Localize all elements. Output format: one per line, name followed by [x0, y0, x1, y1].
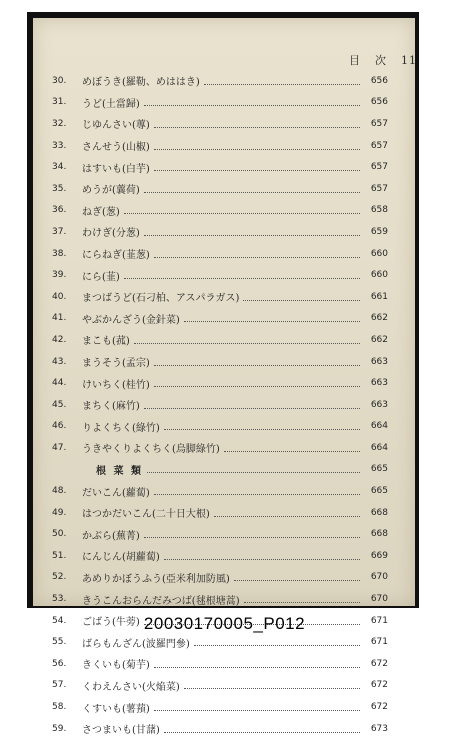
toc-entry: [52, 675, 388, 697]
entry-number: 46.: [52, 421, 67, 432]
entry-number: 55.: [52, 637, 67, 648]
entry-page-number: 671: [370, 615, 388, 626]
entry-number: 53.: [52, 594, 67, 605]
entry-page-number: 670: [370, 594, 388, 605]
toc-entry: [52, 178, 388, 200]
toc-entry: [52, 351, 388, 373]
image-caption: 20030170005_P012: [143, 614, 306, 633]
section-title: 根 菜 類: [96, 465, 143, 477]
entry-title: まうそう(孟宗): [82, 358, 150, 370]
entry-title: くわえんさい(火焔菜): [82, 681, 180, 693]
entry-title: まちく(麻竹): [82, 401, 140, 413]
entry-page-number: 656: [370, 75, 388, 86]
entry-number: 45.: [52, 399, 67, 410]
entry-number: 34.: [52, 162, 67, 173]
entry-page-number: 657: [370, 118, 388, 129]
toc-entry: [52, 372, 388, 394]
entry-page-number: 664: [370, 421, 388, 432]
entry-title: うきやくりよくちく(烏脚綠竹): [82, 444, 220, 456]
dot-leader: [164, 731, 360, 733]
toc-entry: [52, 243, 388, 265]
toc-entry: [52, 545, 388, 567]
entry-number: 31.: [52, 97, 67, 108]
dot-leader: [184, 687, 360, 689]
dot-leader: [144, 234, 360, 236]
dot-leader: [154, 126, 360, 128]
toc-entry: [52, 696, 388, 718]
entry-page-number: 665: [370, 464, 388, 475]
entry-title: やぶかんざう(金針菜): [82, 314, 180, 326]
entry-title: めぼうき(羅勒、めははき): [82, 77, 200, 89]
toc-entry: [52, 70, 388, 92]
toc-entry: [52, 286, 388, 308]
entry-number: 57.: [52, 680, 67, 691]
toc-entry: [52, 588, 388, 610]
entry-page-number: 660: [370, 248, 388, 259]
entry-number: 58.: [52, 702, 67, 713]
dot-leader: [204, 83, 360, 85]
entry-number: 32.: [52, 118, 67, 129]
dot-leader: [154, 385, 360, 387]
table-of-contents: [52, 70, 388, 739]
entry-page-number: 664: [370, 442, 388, 453]
entry-number: 30.: [52, 75, 67, 86]
entry-number: 35.: [52, 183, 67, 194]
entry-number: 41.: [52, 313, 67, 324]
dot-leader: [244, 601, 360, 603]
dot-leader: [164, 558, 360, 560]
entry-title: うど(土當歸): [82, 98, 140, 110]
entry-title: だいこん(蘿蔔): [82, 487, 150, 499]
entry-page-number: 662: [370, 313, 388, 324]
entry-number: 40.: [52, 291, 67, 302]
entry-page-number: 659: [370, 226, 388, 237]
dot-leader: [134, 342, 360, 344]
dot-leader: [154, 709, 360, 711]
entry-title: めうが(蘘荷): [82, 185, 140, 197]
entry-number: 39.: [52, 270, 67, 281]
entry-page-number: 658: [370, 205, 388, 216]
toc-entry: [52, 264, 388, 286]
toc-entry: [52, 135, 388, 157]
entry-number: 47.: [52, 442, 67, 453]
entry-page-number: 673: [370, 723, 388, 734]
entry-title: にんじん(胡蘿蔔): [82, 552, 160, 564]
dot-leader: [144, 104, 360, 106]
entry-title: けいちく(桂竹): [82, 379, 150, 391]
entry-title: さつまいも(甘藷): [82, 725, 160, 737]
entry-title: まこも(菰): [82, 336, 130, 348]
toc-entry: [52, 567, 388, 589]
toc-entry: [52, 653, 388, 675]
dot-leader: [154, 148, 360, 150]
toc-entry: [52, 416, 388, 438]
dot-leader: [243, 299, 360, 301]
dot-leader: [164, 428, 360, 430]
entry-page-number: 663: [370, 356, 388, 367]
dot-leader: [144, 407, 360, 409]
entry-page-number: 665: [370, 486, 388, 497]
toc-entry: [52, 437, 388, 459]
entry-title: かぶら(蕪菁): [82, 530, 140, 542]
entry-title: くすいも(薯蕷): [82, 703, 150, 715]
dot-leader: [224, 450, 360, 452]
dot-leader: [214, 515, 360, 517]
entry-page-number: 668: [370, 529, 388, 540]
entry-number: 37.: [52, 226, 67, 237]
header-label-mu: 目: [349, 54, 361, 67]
section-heading-row: [52, 459, 388, 481]
entry-page-number: 661: [370, 291, 388, 302]
toc-entry: [52, 308, 388, 330]
entry-page-number: 663: [370, 378, 388, 389]
entry-title: きくいも(菊芋): [82, 660, 150, 672]
entry-title: はすいも(白芋): [82, 163, 150, 175]
entry-number: 59.: [52, 723, 67, 734]
entry-title: あめりかぼうふう(亞米利加防風): [82, 573, 230, 585]
entry-number: 44.: [52, 378, 67, 389]
entry-page-number: 656: [370, 97, 388, 108]
entry-page-number: 668: [370, 507, 388, 518]
toc-entry: [52, 394, 388, 416]
entry-title: はつかだいこん(二十日大根): [82, 509, 210, 521]
entry-page-number: 672: [370, 658, 388, 669]
entry-title: わけぎ(分葱): [82, 228, 140, 240]
entry-page-number: 672: [370, 702, 388, 713]
entry-title: きうこんおらんだみつば(毬根塘蒿): [82, 595, 240, 607]
entry-title: ねぎ(葱): [82, 206, 120, 218]
entry-title: にら(韮): [82, 271, 120, 283]
entry-page-number: 670: [370, 572, 388, 583]
entry-title: ばらもんざん(波羅門參): [82, 638, 190, 650]
entry-page-number: 662: [370, 334, 388, 345]
dot-leader: [124, 277, 360, 279]
entry-title: じゆんさい(蓴): [82, 120, 150, 132]
entry-number: 56.: [52, 658, 67, 669]
entry-page-number: 657: [370, 183, 388, 194]
entry-number: 43.: [52, 356, 67, 367]
toc-entry: [52, 480, 388, 502]
dot-leader: [144, 191, 360, 193]
entry-number: 49.: [52, 507, 67, 518]
running-header: [335, 52, 417, 68]
toc-entry: [52, 329, 388, 351]
entry-page-number: 671: [370, 637, 388, 648]
dot-leader: [154, 666, 360, 668]
entry-number: 50.: [52, 529, 67, 540]
toc-entry: [52, 92, 388, 114]
header-page-number: 11: [401, 54, 417, 67]
entry-title: さんせう(山椒): [82, 142, 150, 154]
entry-page-number: 660: [370, 270, 388, 281]
dot-leader: [154, 169, 360, 171]
toc-entry: [52, 523, 388, 545]
dot-leader: [234, 579, 360, 581]
toc-entry: [52, 113, 388, 135]
dot-leader: [184, 320, 360, 322]
entry-title: ごばう(牛蒡): [82, 617, 140, 629]
entry-number: 33.: [52, 140, 67, 151]
toc-entry: [52, 156, 388, 178]
toc-entry: [52, 221, 388, 243]
dot-leader: [124, 212, 360, 214]
entry-number: 51.: [52, 550, 67, 561]
toc-entry: [52, 200, 388, 222]
toc-entry: [52, 631, 388, 653]
entry-number: 54.: [52, 615, 67, 626]
entry-number: 48.: [52, 486, 67, 497]
entry-number: 38.: [52, 248, 67, 259]
entry-title: りよくちく(綠竹): [82, 422, 160, 434]
entry-page-number: 669: [370, 550, 388, 561]
entry-number: 42.: [52, 334, 67, 345]
entry-title: にらねぎ(韮葱): [82, 250, 150, 262]
toc-entry: [52, 718, 388, 739]
dot-leader: [154, 256, 360, 258]
entry-page-number: 657: [370, 162, 388, 173]
dot-leader: [154, 493, 360, 495]
entry-page-number: 672: [370, 680, 388, 691]
entry-number: 36.: [52, 205, 67, 216]
header-label-ci: 次: [375, 54, 387, 67]
entry-page-number: 663: [370, 399, 388, 410]
dot-leader: [154, 364, 360, 366]
dot-leader: [147, 471, 360, 473]
entry-page-number: 657: [370, 140, 388, 151]
toc-entry: [52, 502, 388, 524]
entry-title: まつばうど(石刁柏、アスパラガス): [82, 293, 240, 305]
dot-leader: [194, 644, 360, 646]
entry-number: 52.: [52, 572, 67, 583]
dot-leader: [144, 536, 360, 538]
